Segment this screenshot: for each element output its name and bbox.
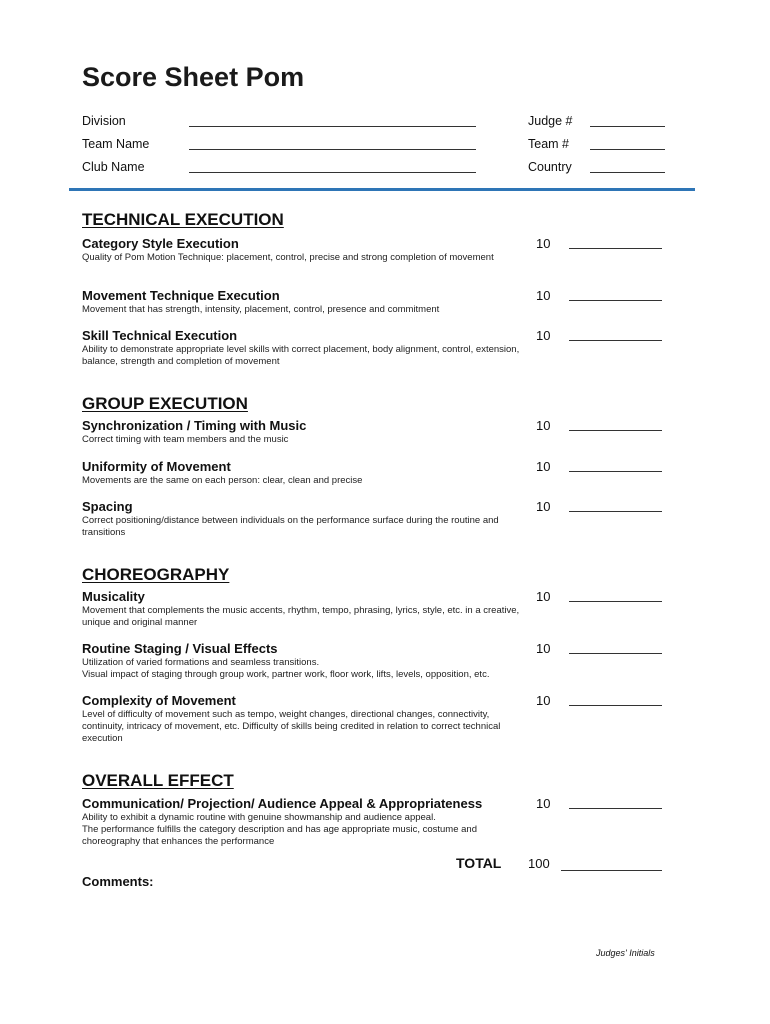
item-score-field[interactable]	[569, 511, 662, 512]
item-name: Movement Technique Execution	[82, 288, 280, 303]
comments-label: Comments:	[82, 874, 154, 889]
score-item	[82, 693, 672, 745]
score-item	[82, 796, 672, 848]
judge-number-field[interactable]	[590, 126, 665, 127]
section-group-execution: GROUP EXECUTION	[82, 394, 248, 413]
score-item	[82, 499, 672, 539]
section-choreography: CHOREOGRAPHY	[82, 565, 230, 584]
item-name: Communication/ Projection/ Audience Appeal & Appropriateness	[82, 796, 483, 811]
item-score-field[interactable]	[569, 471, 662, 472]
club-name-row	[82, 160, 667, 180]
item-score-field[interactable]	[569, 430, 662, 431]
item-description-line-2: The performance fulfills the category description and has age appropriate music, costume and choreography that enhances the performance	[82, 824, 477, 847]
club-name-label: Club Name	[82, 160, 145, 174]
item-max-points: 10	[536, 288, 551, 303]
item-max-points: 10	[536, 641, 551, 656]
item-max-points: 10	[536, 236, 551, 251]
score-item	[82, 589, 672, 629]
item-name: Synchronization / Timing with Music	[82, 418, 307, 433]
item-score-field[interactable]	[569, 248, 662, 249]
division-label: Division	[82, 114, 126, 128]
item-max-points: 10	[536, 693, 551, 708]
total-max-points: 100	[528, 856, 550, 871]
item-score-field[interactable]	[569, 300, 662, 301]
country-label: Country	[528, 160, 572, 174]
item-name: Category Style Execution	[82, 236, 239, 251]
item-score-field[interactable]	[569, 808, 662, 809]
score-item	[82, 328, 672, 368]
item-max-points: 10	[536, 499, 551, 514]
item-max-points: 10	[536, 459, 551, 474]
page-title: Score Sheet Pom	[82, 62, 305, 92]
item-score-field[interactable]	[569, 653, 662, 654]
total-label: TOTAL	[456, 855, 502, 871]
item-description: Correct positioning/distance between individuals on the performance surface during the routine and transitions	[82, 515, 499, 538]
total-score-field[interactable]	[561, 870, 662, 871]
item-name: Musicality	[82, 589, 145, 604]
item-description: Level of difficulty of movement such as tempo, weight changes, directional changes, connectivity, continuity, intricacy of movement, etc. Difficulty of skills being credited in relation to correct technical execution	[82, 709, 501, 744]
item-name: Uniformity of Movement	[82, 459, 231, 474]
club-name-field[interactable]	[189, 172, 476, 173]
item-max-points: 10	[536, 796, 551, 811]
judge-number-label: Judge #	[528, 114, 573, 128]
country-field[interactable]	[590, 172, 665, 173]
team-number-field[interactable]	[590, 149, 665, 150]
item-max-points: 10	[536, 328, 551, 343]
item-name: Routine Staging / Visual Effects	[82, 641, 278, 656]
item-description: Movement that has strength, intensity, placement, control, presence and commitment	[82, 304, 440, 315]
item-max-points: 10	[536, 589, 551, 604]
score-item	[82, 418, 672, 446]
item-score-field[interactable]	[569, 601, 662, 602]
section-overall-effect: OVERALL EFFECT	[82, 771, 234, 790]
item-name: Skill Technical Execution	[82, 328, 238, 343]
score-item	[82, 459, 672, 487]
section-technical-execution: TECHNICAL EXECUTION	[82, 210, 284, 229]
item-description: Ability to demonstrate appropriate level skills with correct placement, body alignment, control, extension, balance, strength and completion of movement	[82, 344, 520, 367]
header-divider	[69, 188, 695, 191]
item-description-line-2: Visual impact of staging through group work, partner work, floor work, lifts, levels, opposition, etc.	[82, 669, 490, 680]
team-number-label: Team #	[528, 137, 569, 151]
item-score-field[interactable]	[569, 705, 662, 706]
team-name-label: Team Name	[82, 137, 150, 151]
score-item	[82, 641, 672, 681]
team-name-field[interactable]	[189, 149, 476, 150]
item-description: Movements are the same on each person: clear, clean and precise	[82, 475, 363, 486]
item-max-points: 10	[536, 418, 551, 433]
item-score-field[interactable]	[569, 340, 662, 341]
item-description: Correct timing with team members and the music	[82, 434, 289, 445]
item-name: Complexity of Movement	[82, 693, 236, 708]
division-row	[82, 114, 667, 134]
item-name: Spacing	[82, 499, 133, 514]
item-description: Ability to exhibit a dynamic routine with genuine showmanship and audience appeal.	[82, 812, 436, 823]
item-description: Utilization of varied formations and seamless transitions.	[82, 657, 320, 668]
item-description: Movement that complements the music accents, rhythm, tempo, phrasing, lyrics, style, etc. in a creative, unique and original manner	[82, 605, 520, 628]
score-item	[82, 288, 672, 316]
item-description: Quality of Pom Motion Technique: placement, control, precise and strong completion of movement	[82, 252, 494, 263]
judges-initials-label: Judges' Initials	[596, 948, 655, 958]
score-item	[82, 236, 672, 264]
team-name-row	[82, 137, 667, 157]
division-field[interactable]	[189, 126, 476, 127]
